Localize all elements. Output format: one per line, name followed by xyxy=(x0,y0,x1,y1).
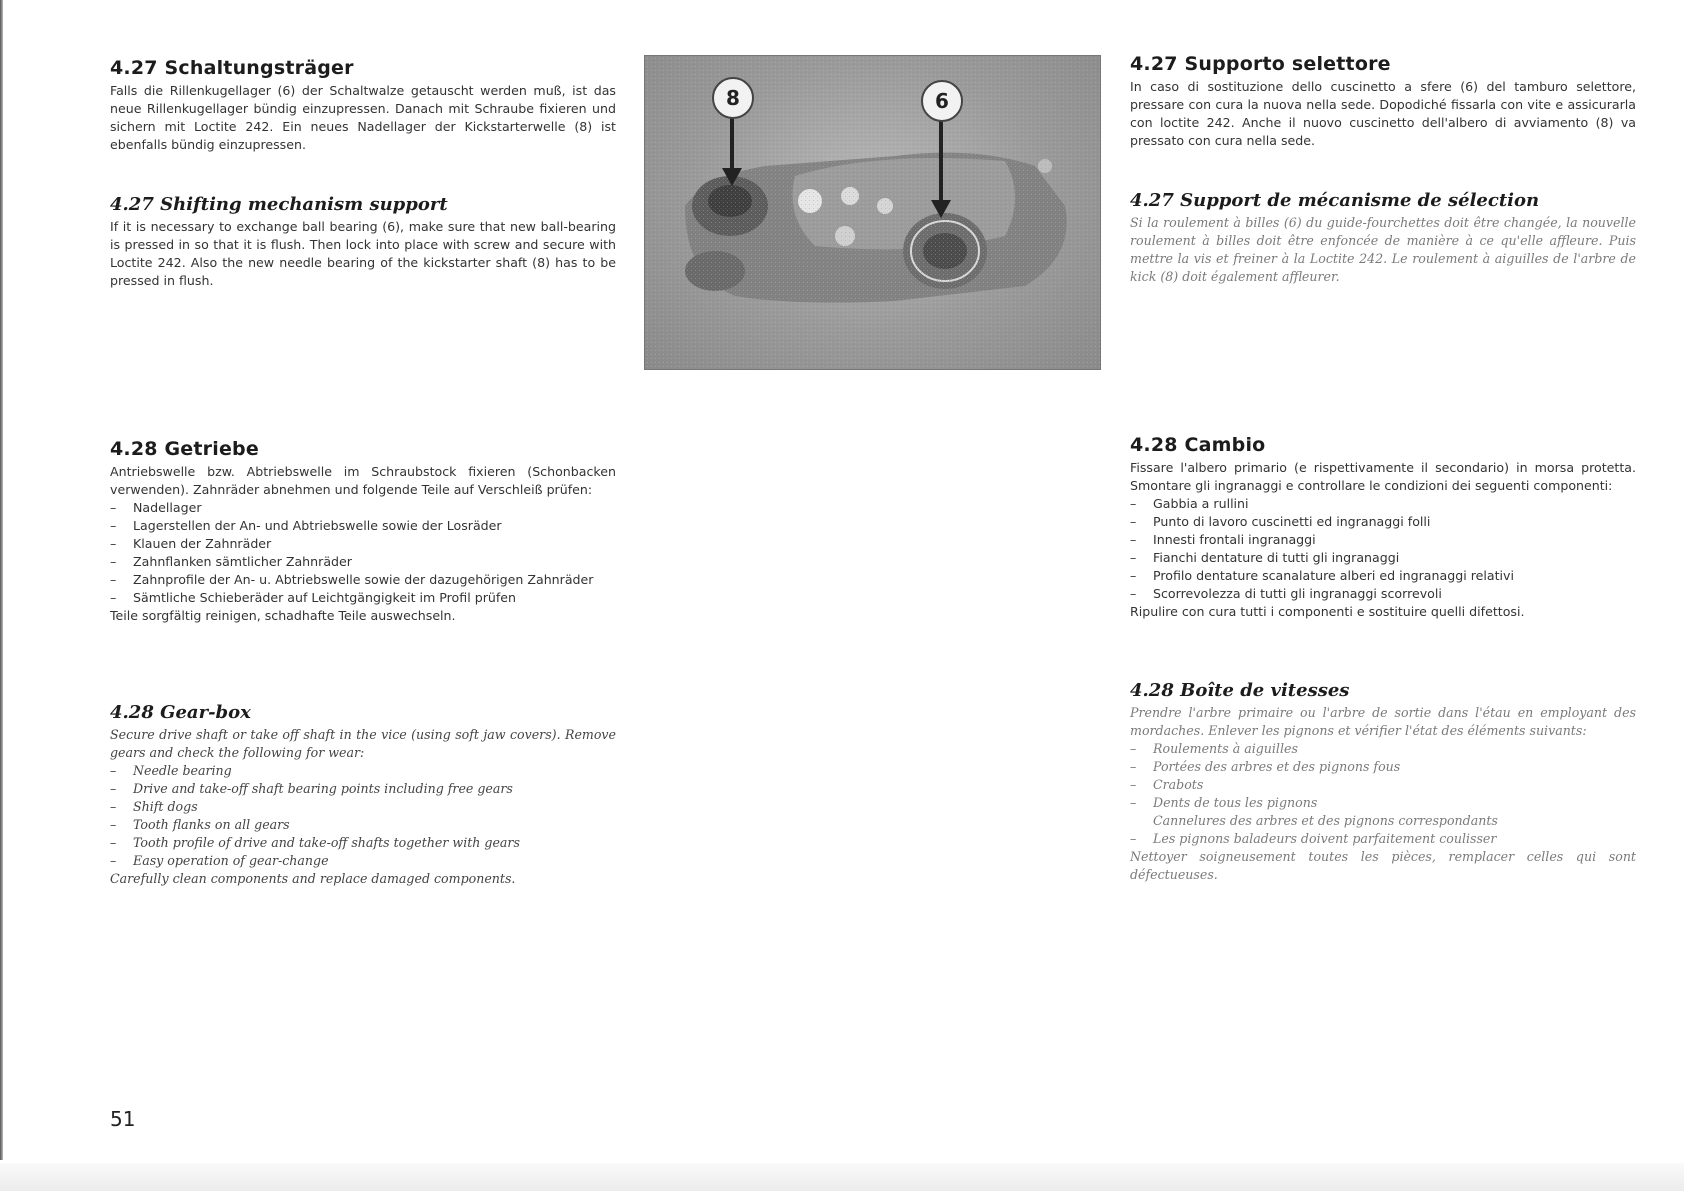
section-4-28-de xyxy=(110,438,616,625)
section-4-28-en-title: 4.28 Gear-box xyxy=(110,702,251,723)
list-item: – Tooth flanks on all gears xyxy=(110,816,616,834)
section-4-28-it xyxy=(1130,434,1636,621)
page-edge xyxy=(0,0,3,1160)
section-4-27-fr xyxy=(1130,190,1636,286)
list-item: – Crabots xyxy=(1130,776,1636,794)
section-4-28-fr-outro: Nettoyer soigneusement toutes les pièces, remplacer celles qui sont défectueuses. xyxy=(1130,849,1636,882)
section-4-27-fr-title: 4.27 Support de mécanisme de sélection xyxy=(1130,190,1540,211)
list-item: – Easy operation of gear-change xyxy=(110,852,616,870)
section-4-28-en-list xyxy=(110,762,616,870)
list-item: – Tooth profile of drive and take-off shafts together with gears xyxy=(110,834,616,852)
section-4-28-de-title: 4.28 Getriebe xyxy=(110,438,259,460)
list-item: – Innesti frontali ingranaggi xyxy=(1130,531,1636,549)
list-item: – Dents de tous les pignons xyxy=(1130,794,1636,812)
section-4-27-it-title: 4.27 Supporto selettore xyxy=(1130,53,1391,75)
shifting-support-photo xyxy=(644,55,1101,370)
section-4-28-fr xyxy=(1130,680,1636,884)
list-item: Cannelures des arbres et des pignons correspondants xyxy=(1153,813,1498,828)
section-4-27-de xyxy=(110,57,616,154)
list-item: – Lagerstellen der An- und Abtriebswelle sowie der Losräder xyxy=(110,517,616,535)
list-item: – Klauen der Zahnräder xyxy=(110,535,616,553)
callout-8-label: 8 xyxy=(712,77,754,119)
list-item: – Gabbia a rullini xyxy=(1130,495,1636,513)
section-4-28-fr-list xyxy=(1130,740,1636,848)
section-4-28-en-outro: Carefully clean components and replace damaged components. xyxy=(110,871,516,886)
list-item: – Zahnprofile der An- u. Abtriebswelle sowie der dazugehörigen Zahnräder xyxy=(110,571,616,589)
list-item: – Zahnflanken sämtlicher Zahnräder xyxy=(110,553,616,571)
section-4-28-it-list xyxy=(1130,495,1636,603)
section-4-28-en-intro: Secure drive shaft or take off shaft in the vice (using soft jaw covers). Remove gears and check the following for wear: xyxy=(110,727,616,760)
section-4-27-de-body: Falls die Rillenkugellager (6) der Schaltwalze getauscht werden muß, ist das neue Rillenkugellager bündig einzupressen. Danach mit Schraube fixieren und sichern mit Loctite 242. Ein neues Nadellager der Kickstarterwelle (8) ist ebenfalls bündig einzupressen. xyxy=(110,83,616,152)
list-item: – Drive and take-off shaft bearing points including free gears xyxy=(110,780,616,798)
section-4-27-en xyxy=(110,194,616,290)
list-item: – Shift dogs xyxy=(110,798,616,816)
list-item: – Scorrevolezza di tutti gli ingranaggi scorrevoli xyxy=(1130,585,1636,603)
section-4-28-de-intro: Antriebswelle bzw. Abtriebswelle im Schraubstock fixieren (Schonbacken verwenden). Zahnräder abnehmen und folgende Teile auf Verschleiß prüfen: xyxy=(110,464,616,497)
list-item: – Profilo dentature scanalature alberi ed ingranaggi relativi xyxy=(1130,567,1636,585)
section-4-27-fr-body: Si la roulement à billes (6) du guide-fourchettes doit être changée, la nouvelle roulement à billes doit être enfoncée de manière à ce qu'elle affleure. Puis mettre la vis et freiner à la Loctite 242. Le roulement à aiguilles de l'arbre de kick (8) doit également affleurer. xyxy=(1130,215,1636,284)
section-4-27-en-body: If it is necessary to exchange ball bearing (6), make sure that new ball-bearing is pressed in so that it is flush. Then lock into place with screw and secure with Loctite 242. Also the new needle bearing of the kickstarter shaft (8) has to be pressed in flush. xyxy=(110,219,616,288)
section-4-27-it-body: In caso di sostituzione dello cuscinetto a sfere (6) del tamburo selettore, pressare con cura la nuova nella sede. Dopodiché fissarla con vite e assicurarla con loctite 242. Anche il nuovo cuscinetto dell'albero di avviamento (8) va pressato con cura nella sede. xyxy=(1130,79,1636,148)
list-item: – Needle bearing xyxy=(110,762,616,780)
section-4-28-it-intro: Fissare l'albero primario (e rispettivamente il secondario) in morsa protetta. Smontare gli ingranaggi e controllare le condizioni dei seguenti componenti: xyxy=(1130,460,1636,493)
section-4-27-en-title: 4.27 Shifting mechanism support xyxy=(110,194,448,215)
callout-6-label: 6 xyxy=(921,80,963,122)
list-item: – Nadellager xyxy=(110,499,616,517)
page-bottom-shade xyxy=(0,1163,1684,1191)
section-4-27-it xyxy=(1130,53,1636,150)
section-4-28-de-outro: Teile sorgfältig reinigen, schadhafte Teile auswechseln. xyxy=(110,608,456,623)
list-item: – Les pignons baladeurs doivent parfaitement coulisser xyxy=(1130,830,1636,848)
section-4-28-fr-intro: Prendre l'arbre primaire ou l'arbre de sortie dans l'étau en employant des mordaches. Enlever les pignons et vérifier l'état des éléments suivants: xyxy=(1130,705,1636,738)
section-4-27-de-title: 4.27 Schaltungsträger xyxy=(110,57,354,79)
list-item: – Portées des arbres et des pignons fous xyxy=(1130,758,1636,776)
section-4-28-de-list xyxy=(110,499,616,607)
section-4-28-it-outro: Ripulire con cura tutti i componenti e sostituire quelli difettosi. xyxy=(1130,604,1525,619)
list-item: – Punto di lavoro cuscinetti ed ingranaggi folli xyxy=(1130,513,1636,531)
list-item: – Fianchi dentature di tutti gli ingranaggi xyxy=(1130,549,1636,567)
section-4-28-fr-title: 4.28 Boîte de vitesses xyxy=(1130,680,1350,701)
section-4-28-en xyxy=(110,702,616,888)
list-item: – Roulements à aiguilles xyxy=(1130,740,1636,758)
page-number: 51 xyxy=(110,1107,136,1131)
list-item: – Sämtliche Schieberäder auf Leichtgängigkeit im Profil prüfen xyxy=(110,589,616,607)
section-4-28-it-title: 4.28 Cambio xyxy=(1130,434,1266,456)
